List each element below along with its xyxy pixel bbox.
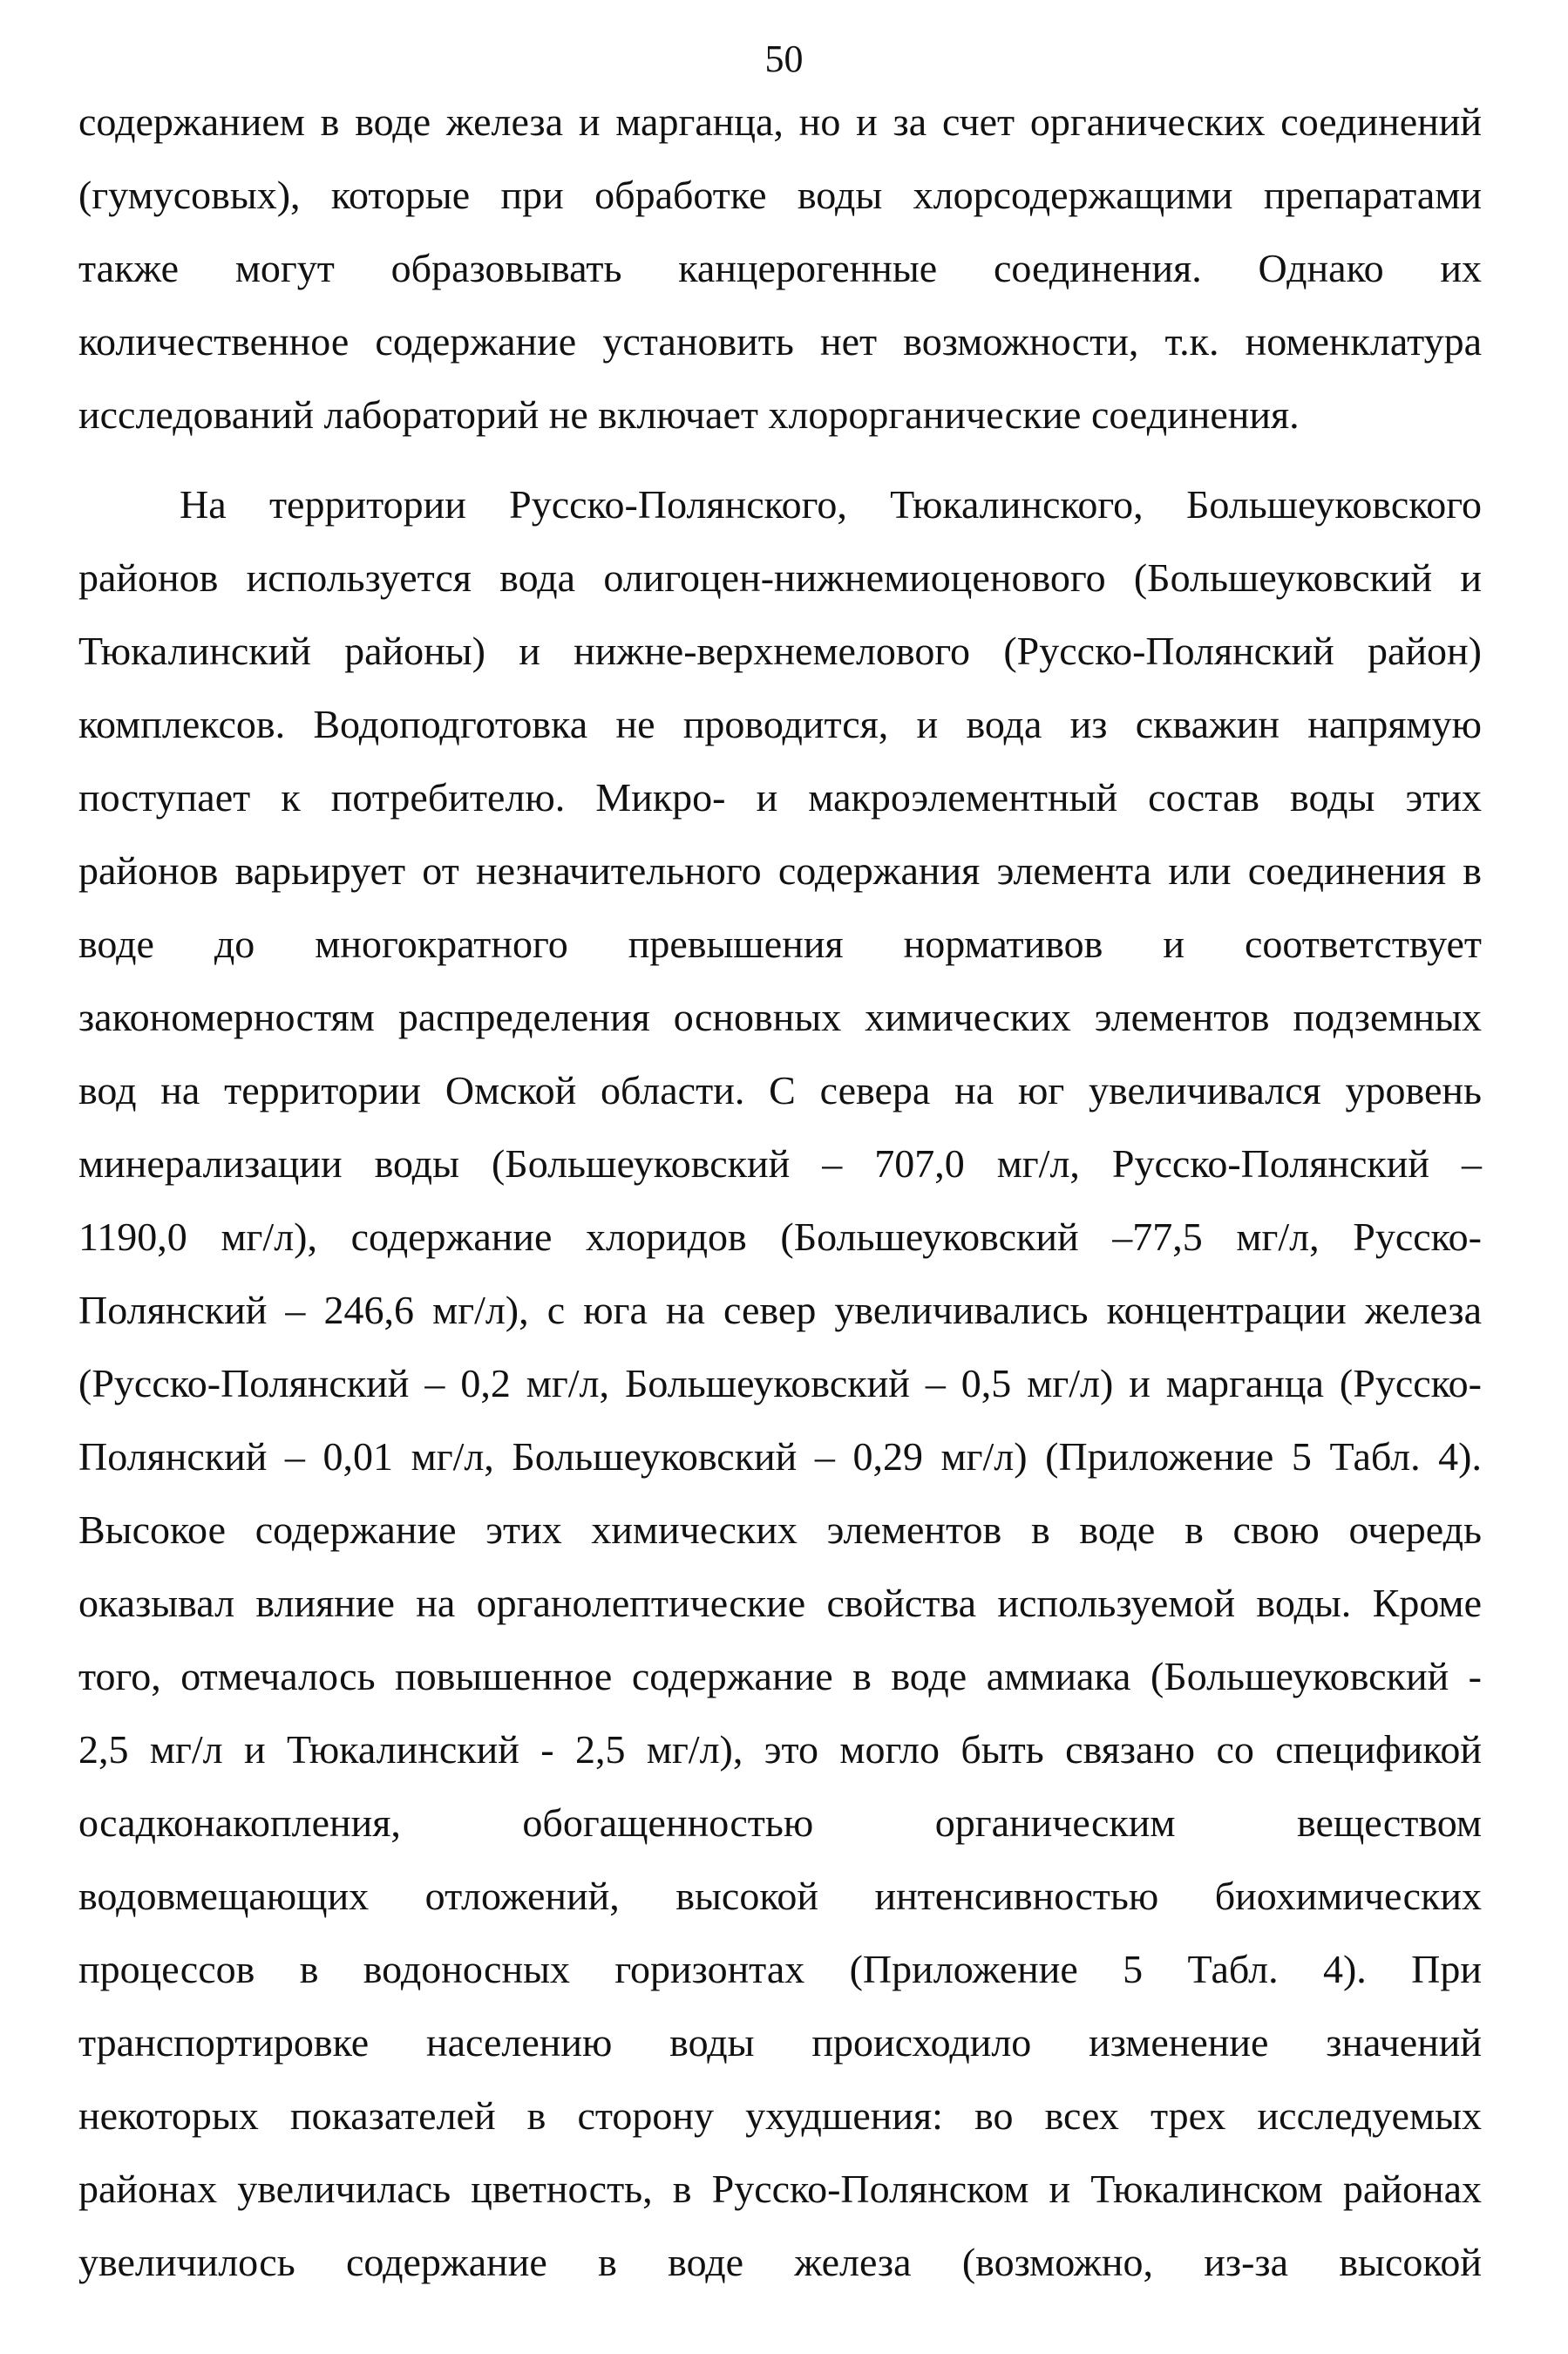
- text-line: оказывал влияние на органолептические свойства используемой воды. Кроме: [78, 1581, 1482, 1625]
- paragraph-continued: [78, 85, 1482, 452]
- text-line: районах увеличилась цветность, в Русско-Полянском и Тюкалинском районах: [78, 2167, 1482, 2211]
- text-line: 1190,0 мг/л), содержание хлоридов (Большеуковский –77,5 мг/л, Русско-: [78, 1214, 1482, 1259]
- text-line: (Русско-Полянский – 0,2 мг/л, Большеуковский – 0,5 мг/л) и марганца (Русско-: [78, 1361, 1482, 1405]
- text-line: районов варьирует от незначительного содержания элемента или соединения в: [78, 848, 1482, 893]
- text-line: исследований лабораторий не включает хлорорганические соединения.: [78, 392, 1300, 437]
- text-line: вод на территории Омской области. С севера на юг увеличивался уровень: [78, 1068, 1482, 1112]
- text-line: 2,5 мг/л и Тюкалинский - 2,5 мг/л), это могло быть связано со спецификой: [78, 1727, 1482, 1772]
- text-line: также могут образовывать канцерогенные соединения. Однако их: [78, 246, 1482, 290]
- text-line: Полянский – 0,01 мг/л, Большеуковский – 0,29 мг/л) (Приложение 5 Табл. 4).: [78, 1434, 1482, 1479]
- text-line: некоторых показателей в сторону ухудшения: во всех трех исследуемых: [78, 2093, 1482, 2138]
- text-line: водовмещающих отложений, высокой интенсивностью биохимических: [78, 1874, 1482, 1918]
- text-line: Тюкалинский районы) и нижне-верхнемелового (Русско-Полянский район): [78, 629, 1482, 673]
- text-line: количественное содержание установить нет возможности, т.к. номенклатура: [78, 319, 1482, 364]
- text-line: процессов в водоносных горизонтах (Приложение 5 Табл. 4). При: [78, 1947, 1482, 1991]
- text-line: воде до многократного превышения нормативов и соответствует: [78, 922, 1482, 966]
- text-line: (гумусовых), которые при обработке воды хлорсодержащими препаратами: [78, 173, 1482, 217]
- text-line: районов используется вода олигоцен-нижнемиоценового (Большеуковский и: [78, 555, 1482, 600]
- text-line: осадконакопления, обогащенностью органическим веществом: [78, 1800, 1482, 1845]
- text-line: содержанием в воде железа и марганца, но и за счет органических соединений: [78, 99, 1482, 144]
- text-line: увеличилось содержание в воде железа (возможно, из-за высокой: [78, 2240, 1482, 2284]
- text-line: минерализации воды (Большеуковский – 707,0 мг/л, Русско-Полянский –: [78, 1141, 1482, 1186]
- text-line: транспортировке населению воды происходило изменение значений: [78, 2020, 1482, 2065]
- text-line: комплексов. Водоподготовка не проводится, и вода из скважин напрямую: [78, 702, 1482, 746]
- text-line: На территории Русско-Полянского, Тюкалинского, Большеуковского: [180, 482, 1482, 527]
- text-line: закономерностям распределения основных химических элементов подземных: [78, 995, 1482, 1039]
- text-line: Полянский – 246,6 мг/л), с юга на север увеличивались концентрации железа: [78, 1288, 1482, 1332]
- text-line: того, отмечалось повышенное содержание в воде аммиака (Большеуковский -: [78, 1654, 1482, 1698]
- text-line: поступает к потребителю. Микро- и макроэлементный состав воды этих: [78, 775, 1482, 820]
- text-line: Высокое содержание этих химических элементов в воде в свою очередь: [78, 1507, 1482, 1552]
- paragraph-territory: [78, 468, 1482, 2299]
- page-number: 50: [764, 37, 804, 80]
